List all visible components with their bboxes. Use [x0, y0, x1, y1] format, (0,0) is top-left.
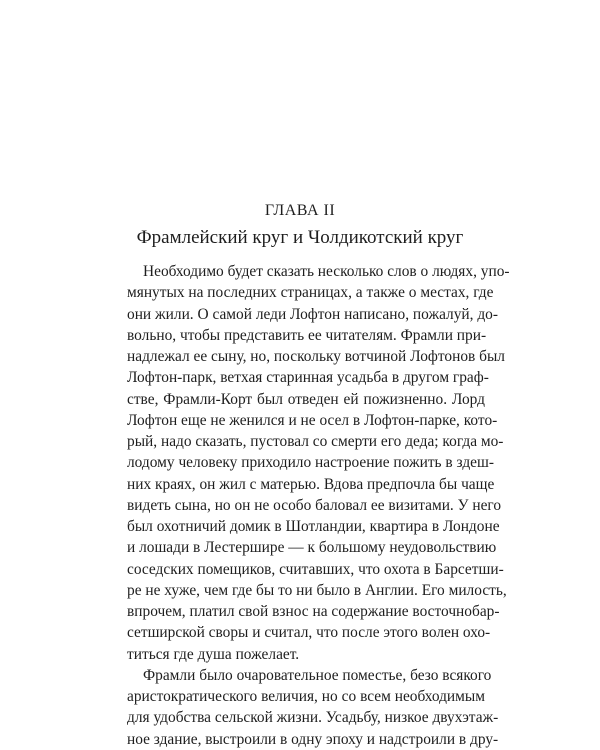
text-line: Необходимо будет сказать несколько слов о людях, упо- — [143, 263, 510, 280]
text-line: Лофтон еще не женился и не осел в Лофтон-парке, кото- — [127, 411, 498, 429]
paragraph-1 — [127, 261, 510, 665]
text-line: лодому человеку приходило настроение пожить в здеш- — [127, 454, 494, 472]
paragraph-2 — [127, 665, 499, 750]
text-line: рый, надо сказать, пустовал со смерти его деда; когда мо- — [127, 433, 504, 450]
text-line: ное здание, выстроили в одну эпоху и надстроили в дру- — [127, 730, 499, 748]
text-line: аристократического величия, но со всем необходимым — [127, 688, 485, 705]
text-line: них краях, он жил с матерью. Вдова предпочла бы чаще — [127, 475, 495, 493]
text-line: Фрамли было очаровательное поместье, безо всякого — [143, 666, 492, 684]
chapter-title: Фрамлейский круг и Чолдикотский круг — [136, 227, 464, 248]
text-line: для удобства сельской жизни. Усадьбу, низкое двухэтаж- — [127, 709, 499, 727]
chapter-body — [127, 261, 510, 750]
text-line: они жили. О самой леди Лофтон написано, пожалуй, до- — [127, 305, 498, 323]
text-line: соседских помещиков, считавших, что охота в Барсетши- — [127, 560, 504, 578]
text-line: мянутых на последних страницах, а также о местах, где — [127, 284, 494, 302]
text-line: и лошади в Лестершире — к большому неудовольствию — [127, 539, 497, 557]
text-line: титься где душа пожелает. — [127, 645, 300, 663]
text-line: стве, Фрамли-Корт был отведен ей пожизненно. Лорд — [127, 390, 485, 408]
text-line: вольно, чтобы представить ее читателям. Фрамли при- — [127, 326, 487, 344]
chapter-number: ГЛАВА II — [264, 202, 336, 219]
text-line: видеть сына, но он не особо баловал ее визитами. У него — [127, 496, 502, 514]
text-line: надлежал ее сыну, но, поскольку вотчиной Лофтонов был — [127, 348, 505, 365]
text-line: впрочем, платил свой взнос на содержание восточнобар- — [127, 603, 500, 620]
text-line: ре не хуже, чем где бы то ни было в Англии. Его милость, — [127, 581, 507, 599]
text-line: Лофтон-парк, ветхая старинная усадьба в другом граф- — [127, 369, 489, 387]
text-line: был охотничий домик в Шотландии, квартира в Лондоне — [127, 518, 500, 535]
text-line: сетширской своры и считал, что после этого волен охо- — [127, 624, 491, 642]
